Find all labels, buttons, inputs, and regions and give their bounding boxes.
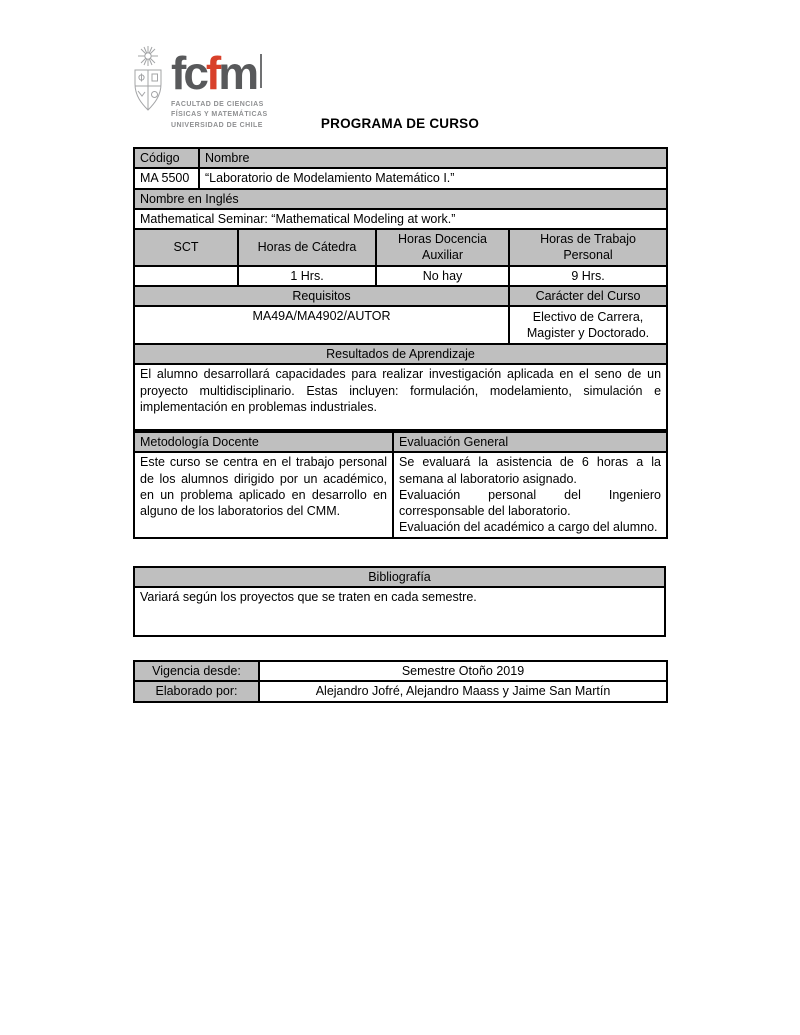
faculty-line-2: FÍSICAS Y MATEMÁTICAS [171,111,268,119]
nombre-ingles-value-cell: Mathematical Seminar: “Mathematical Modeling at work.” [134,209,667,229]
horas-trabajo-value-cell: 9 Hrs. [509,266,667,286]
evaluacion-item: Evaluación personal del Ingeniero corresponsable del laboratorio. [399,487,661,518]
wordmark-gray-fc: fc [171,47,206,99]
sct-value-cell [134,266,238,286]
wordmark-bar [260,54,262,88]
metodologia-text-cell: Este curso se centra en el trabajo personal de los alumnos dirigido por un académico, en un problema aplicado en desarrollo en alguno de los laboratorios del CMM. [134,452,393,538]
bibliografia-text-cell: Variará según los proyectos que se traten en cada semestre. [134,587,665,636]
evaluacion-item: Evaluación del académico a cargo del alumno. [399,520,658,535]
bibliografia-label-cell: Bibliografía [134,567,665,587]
requisitos-value-cell: MA49A/MA4902/AUTOR [134,306,509,344]
evaluacion-item: Se evaluará la asistencia de 6 horas a la semana al laboratorio asignado. [399,455,661,486]
horas-trabajo-label-cell: Horas de Trabajo Personal [509,229,667,266]
elaborado-label-cell: Elaborado por: [134,681,259,701]
horas-docencia-value-cell: No hay [376,266,509,286]
footer-table [133,660,668,703]
nombre-ingles-label-cell: Nombre en Inglés [134,189,667,209]
nombre-value-cell: “Laboratorio de Modelamiento Matemático I.” [199,168,667,188]
wordmark-gray-m: m [218,47,257,99]
wordmark-red-f: f [205,47,219,99]
horas-catedra-value-cell: 1 Hrs. [238,266,376,286]
resultados-text-cell: El alumno desarrollará capacidades para realizar investigación aplicada en el seno de un proyecto multidisciplinario. Estas incluyen: formulación, modelamiento, simulación e implementación en problemas industriales. [134,364,667,430]
resultados-label-cell: Resultados de Aprendizaje [134,344,667,364]
faculty-line-1: FACULTAD DE CIENCIAS [171,101,264,109]
vigencia-label-cell: Vigencia desde: [134,661,259,681]
logo-wordmark [171,47,268,99]
horas-catedra-label-cell: Horas de Cátedra [238,229,376,266]
nombre-label-cell: Nombre [199,148,667,168]
requisitos-label-cell: Requisitos [134,286,509,306]
codigo-label-cell: Código [134,148,199,168]
elaborado-value-cell: Alejandro Jofré, Alejandro Maass y Jaime San Martín [259,681,667,701]
caracter-label-cell: Carácter del Curso [509,286,667,306]
metodologia-label-cell: Metodología Docente [134,432,393,452]
page-title: PROGRAMA DE CURSO [320,116,480,131]
vigencia-value-cell: Semestre Otoño 2019 [259,661,667,681]
caracter-value-cell: Electivo de Carrera, Magister y Doctorado. [509,306,667,344]
horas-docencia-label-cell: Horas Docencia Auxiliar [376,229,509,266]
codigo-value-cell: MA 5500 [134,168,199,188]
metodologia-table [133,431,668,539]
sct-label-cell: SCT [134,229,238,266]
bibliografia-table [133,566,666,637]
faculty-line-3: UNIVERSIDAD DE CHILE [171,121,263,129]
evaluacion-label-cell: Evaluación General [393,432,667,452]
university-crest-icon [128,44,168,116]
evaluacion-text-cell [393,452,667,538]
course-table [133,147,668,431]
